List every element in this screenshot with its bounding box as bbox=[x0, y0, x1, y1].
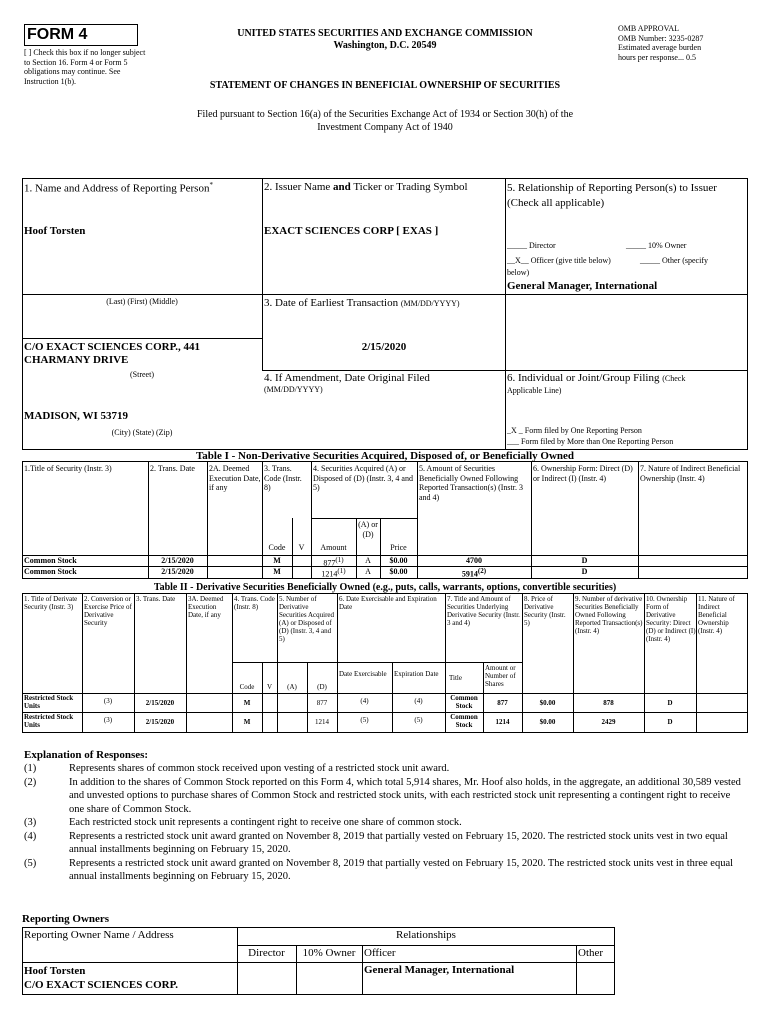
t1-h-ownership: 6. Ownership Form: Direct (D) or Indirect (I) (Instr. 4) bbox=[533, 464, 633, 483]
list-item: (5) Represents a restricted stock unit award granted on November 8, 2019 that partially vested on February 15, 2020. The restricted stock units vest in three equal annual installments beginning on February 15, 2020. bbox=[24, 857, 734, 882]
list-item: (4) Represents a restricted stock unit award granted on November 8, 2019 that partially vested on February 15, 2020. The restricted stock units vest in two equal annual installments beginning on February 15, 2020. bbox=[24, 830, 728, 855]
reporting-person-name: Hoof Torsten bbox=[24, 225, 86, 237]
name-caption: (Last) (First) (Middle) bbox=[106, 297, 178, 306]
list-item: (2) In addition to the shares of Common Stock reported on this Form 4, which total 5,914 shares, Mr. Hoof also holds, in the aggregate, an additional 30,589 vested and unvested options to purchase shares of Common Stock and restricted stock units, with each restricted stock unit representing a contingent right to receive one share of Common Stock. bbox=[24, 776, 741, 815]
omb-number: OMB Number: 3235-0287 bbox=[618, 33, 704, 43]
t1-sub-amount: Amount bbox=[320, 543, 347, 552]
t2-sub-code: Code bbox=[239, 683, 255, 691]
t2-h-owned: 9. Number of derivative Securities Beneficially Owned Following Reported Transaction(s) (Instr. 4) bbox=[575, 595, 643, 635]
t2-sub-exercisable: Date Exercisable bbox=[339, 670, 387, 678]
t2-sub-v: V bbox=[266, 683, 273, 691]
issuer-name: EXACT SCIENCES CORP [ EXAS ] bbox=[264, 225, 439, 237]
t1-sub-aord: (A) or (D) bbox=[358, 520, 378, 539]
t2-h-deemed: 3A. Deemed Execution Date, if any bbox=[188, 595, 224, 619]
t1-sub-code: Code bbox=[268, 543, 286, 552]
form-title: FORM 4 bbox=[24, 24, 138, 46]
t2-sub-amount: Amount or Number of Shares bbox=[485, 664, 516, 688]
other-below: below) bbox=[507, 268, 530, 277]
table2-title: Table II - Derivative Securities Beneficially Owned (e.g., puts, calls, warrants, options, convertible securities) bbox=[153, 582, 617, 593]
statement-title: STATEMENT OF CHANGES IN BENEFICIAL OWNERSHIP OF SECURITIES bbox=[209, 80, 561, 91]
owner-name: Hoof Torsten bbox=[24, 965, 86, 977]
t1-sub-v: V bbox=[298, 543, 305, 552]
list-item: (3) Each restricted stock unit represents a contingent right to receive one share of common stock. bbox=[24, 817, 462, 828]
t1-h-securities: 4. Securities Acquired (A) or Disposed of (D) (Instr. 3, 4 and 5) bbox=[313, 464, 413, 492]
t2-h-exercisable: 6. Date Exercisable and Expiration Date bbox=[339, 595, 437, 611]
owners-col-other: Other bbox=[578, 947, 604, 959]
reporting-info-grid bbox=[22, 178, 748, 450]
t2-h-date: 3. Trans. Date bbox=[136, 595, 176, 603]
t1-h-code: 3. Trans. Code (Instr. 8) bbox=[264, 464, 302, 492]
t1-h-nature: 7. Nature of Indirect Beneficial Ownership (Instr. 4) bbox=[640, 464, 741, 483]
box6-label: 6. Individual or Joint/Group Filing (Check Applicable Line) bbox=[507, 372, 686, 395]
filing-option-one[interactable]: _X _ Form filed by One Reporting Person bbox=[507, 426, 642, 435]
t1-h-deemed: 2A. Deemed Execution Date, if any bbox=[209, 464, 261, 492]
t1-sub-price: Price bbox=[390, 543, 407, 552]
earliest-transaction-date: 2/15/2020 bbox=[361, 341, 407, 353]
t1-h-amount-owned: 5. Amount of Securities Beneficially Owned Following Reported Transaction(s) (Instr. 3 and 4) bbox=[419, 464, 523, 502]
omb-hours: hours per response... 0.5 bbox=[618, 52, 696, 62]
t2-h-ownership: 10. Ownership Form of Derivative Security: Direct (D) or Indirect (I) (Instr. 4) bbox=[646, 595, 696, 643]
table1-title: Table I - Non-Derivative Securities Acquired, Disposed of, or Beneficially Owned bbox=[195, 450, 575, 462]
t2-sub-title: Title bbox=[449, 674, 462, 682]
owners-col-name: Reporting Owner Name / Address bbox=[24, 929, 174, 941]
reporting-owners-title: Reporting Owners bbox=[22, 913, 110, 925]
t2-sub-a: (A) bbox=[287, 683, 297, 691]
owners-col-officer: Officer bbox=[364, 947, 396, 959]
owners-col-ten-percent: 10% Owner bbox=[302, 947, 356, 959]
t2-h-conversion: 2. Conversion or Exercise Price of Derivative Security bbox=[84, 595, 132, 627]
ten-percent-owner-checkbox[interactable]: _____ 10% Owner bbox=[626, 241, 687, 250]
box5-label: 5. Relationship of Reporting Person(s) to Issuer (Check all applicable) bbox=[507, 182, 717, 209]
owner-officer-title: General Manager, International bbox=[364, 964, 515, 976]
omb-burden: Estimated average burden bbox=[618, 43, 702, 52]
box4-label: 4. If Amendment, Date Original Filed (MM/DD/YYYY) bbox=[264, 372, 430, 394]
owners-col-director: Director bbox=[248, 947, 285, 959]
officer-checkbox[interactable]: __X__ Officer (give title below) bbox=[507, 256, 611, 265]
t2-h-price: 8. Price of Derivative Security (Instr. 5) bbox=[524, 595, 566, 627]
t1-h-title: 1.Title of Security (Instr. 3) bbox=[24, 464, 112, 473]
box1-footnote: * bbox=[209, 181, 213, 189]
box1-label: 1. Name and Address of Reporting Person bbox=[24, 182, 210, 195]
street-line1: C/O EXACT SCIENCES CORP., 441 bbox=[24, 341, 201, 353]
filed-pursuant-line1: Filed pursuant to Section 16(a) of the Securities Exchange Act of 1934 or Section 30(h) of the bbox=[196, 109, 574, 120]
owner-address: C/O EXACT SCIENCES CORP. bbox=[24, 979, 179, 991]
t2-h-code: 4. Trans. Code (Instr. 8) bbox=[234, 595, 275, 611]
omb-approval: OMB APPROVAL bbox=[618, 24, 679, 33]
explanation-title: Explanation of Responses: bbox=[24, 749, 149, 761]
t2-h-nature: 11. Nature of Indirect Beneficial Ownership (Instr. 4) bbox=[698, 595, 735, 635]
box2-label: 2. Issuer Name and Ticker or Trading Symbol bbox=[264, 181, 468, 193]
t2-h-title: 1. Title of Derivate Security (Instr. 3) bbox=[24, 595, 78, 611]
agency-name: UNITED STATES SECURITIES AND EXCHANGE COMMISSION bbox=[237, 28, 533, 39]
street-caption: (Street) bbox=[130, 370, 154, 379]
checkbox-note[interactable]: [ ] Check this box if no longer subject to Section 16. Form 4 or Form 5 obligations may continue. See Instruction 1(b). bbox=[24, 48, 146, 86]
t1-h-date: 2. Trans. Date bbox=[150, 464, 195, 473]
t2-sub-d: (D) bbox=[317, 683, 327, 691]
agency-city: Washington, D.C. 20549 bbox=[333, 40, 437, 51]
officer-title: General Manager, International bbox=[507, 280, 658, 292]
t2-h-underlying: 7. Title and Amount of Securities Underlying Derivative Security (Instr. 3 and 4) bbox=[447, 595, 520, 627]
filed-pursuant-line2: Investment Company Act of 1940 bbox=[317, 122, 453, 133]
list-item: (1) Represents shares of common stock received upon vesting of a restricted stock unit award. bbox=[24, 763, 450, 774]
t2-sub-expiration: Expiration Date bbox=[394, 670, 439, 678]
explanation-list bbox=[24, 762, 746, 884]
street-line2: CHARMANY DRIVE bbox=[24, 354, 129, 366]
filing-option-group[interactable]: ___ Form filed by More than One Reporting Person bbox=[507, 437, 674, 446]
t2-h-number: 5. Number of Derivative Securities Acquired (A) or Disposed of (D) (Instr. 3, 4 and 5) bbox=[279, 595, 335, 643]
city-caption: (City) (State) (Zip) bbox=[111, 428, 173, 437]
box3-label: 3. Date of Earliest Transaction (MM/DD/YYYY) bbox=[264, 297, 460, 309]
other-checkbox[interactable]: _____ Other (specify bbox=[640, 256, 708, 265]
city-state-zip: MADISON, WI 53719 bbox=[24, 410, 129, 422]
director-checkbox[interactable]: _____ Director bbox=[507, 241, 556, 250]
owners-col-relationships: Relationships bbox=[396, 929, 456, 941]
